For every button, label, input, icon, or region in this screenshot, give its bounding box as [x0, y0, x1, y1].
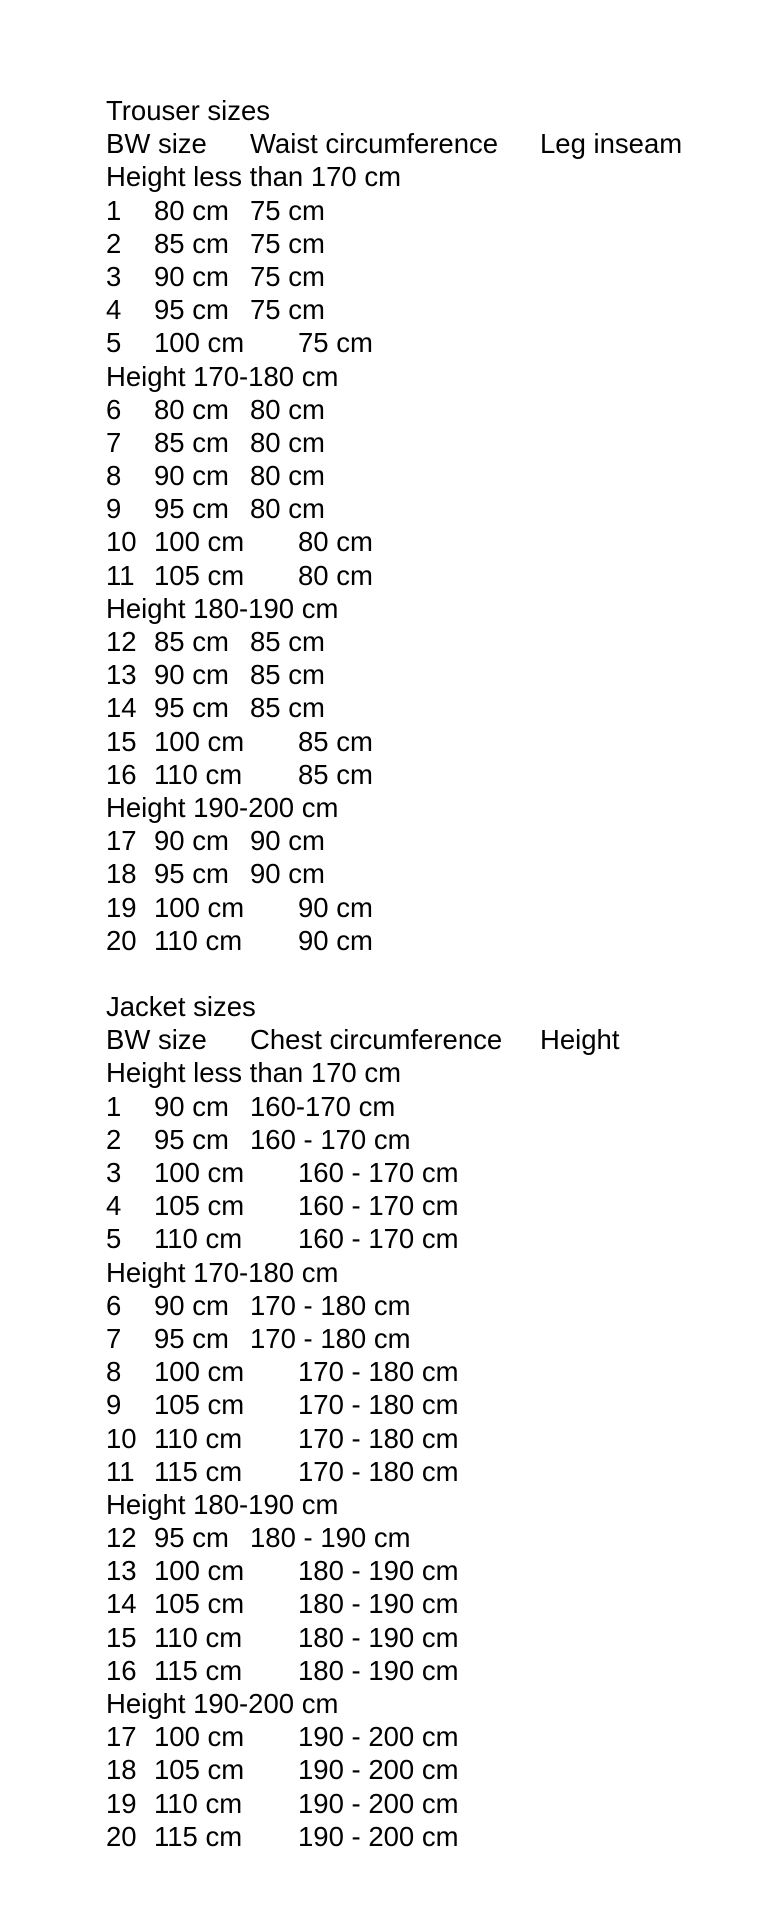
bw-size-cell: 2 [106, 1123, 122, 1155]
bw-size-cell: 19 [106, 891, 137, 923]
height-cell: 180 - 190 cm [250, 1522, 411, 1554]
bw-size-cell: 5 [106, 327, 122, 359]
circumference-cell: 80 cm [154, 194, 229, 226]
height-group-label: Height 170-180 cm [106, 360, 339, 392]
height-cell: 170 - 180 cm [298, 1356, 459, 1388]
height-group-label: Height 190-200 cm [106, 1688, 339, 1719]
height-group-label: Height less than 170 cm [106, 161, 402, 193]
bw-size-cell: 8 [106, 1356, 122, 1388]
circumference-cell: 110 cm [154, 758, 243, 790]
size-row [106, 1123, 766, 1156]
size-row [106, 1753, 766, 1786]
circumference-cell: 85 cm [154, 227, 229, 259]
height-cell: 180 - 190 cm [298, 1555, 459, 1587]
height-cell: 170 - 180 cm [250, 1289, 411, 1321]
circumference-cell: 80 cm [154, 393, 229, 425]
size-row [106, 691, 766, 724]
circumference-cell: 110 cm [154, 924, 243, 956]
bw-size-cell: 12 [106, 626, 137, 657]
leg-inseam-cell: 75 cm [250, 294, 325, 326]
bw-size-cell: 15 [106, 725, 137, 757]
bw-size-cell: 7 [106, 426, 122, 458]
circumference-cell: 95 cm [154, 692, 229, 724]
bw-size-cell: 13 [106, 1555, 137, 1587]
size-row [106, 194, 766, 227]
size-row [106, 459, 766, 492]
height-cell: 190 - 200 cm [298, 1787, 459, 1819]
size-row [106, 1090, 766, 1123]
leg-inseam-cell: 90 cm [298, 924, 373, 956]
size-row [106, 393, 766, 426]
circumference-cell: 100 cm [154, 891, 245, 923]
circumference-cell: 95 cm [154, 858, 229, 890]
size-row [106, 293, 766, 326]
size-row [106, 1455, 766, 1488]
height-cell: 170 - 180 cm [250, 1322, 411, 1354]
leg-inseam-cell: 85 cm [250, 626, 325, 657]
bw-size-cell: 7 [106, 1322, 122, 1354]
column-header: BW size [106, 1024, 207, 1056]
column-header: BW size [106, 128, 207, 160]
circumference-cell: 100 cm [154, 526, 245, 558]
size-row [106, 1654, 766, 1687]
bw-size-cell: 3 [106, 260, 122, 292]
bw-size-cell: 9 [106, 493, 122, 525]
height-cell: 180 - 190 cm [298, 1621, 459, 1653]
circumference-cell: 105 cm [154, 1190, 245, 1222]
bw-size-cell: 10 [106, 526, 137, 558]
circumference-cell: 105 cm [154, 559, 245, 591]
bw-size-cell: 1 [106, 194, 122, 226]
circumference-cell: 95 cm [154, 1123, 229, 1155]
bw-size-cell: 11 [106, 1455, 135, 1487]
circumference-cell: 95 cm [154, 294, 229, 326]
column-header: Leg inseam [540, 128, 683, 160]
height-cell: 160 - 170 cm [298, 1157, 459, 1188]
bw-size-cell: 14 [106, 1588, 137, 1620]
height-group-label: Height 180-190 cm [106, 592, 339, 624]
height-group-label: Height 180-190 cm [106, 1488, 339, 1520]
height-cell: 160 - 170 cm [298, 1223, 459, 1255]
circumference-cell: 100 cm [154, 327, 245, 359]
size-chart-document [106, 94, 766, 1853]
bw-size-cell: 13 [106, 659, 137, 691]
circumference-cell: 90 cm [154, 659, 229, 691]
bw-size-cell: 15 [106, 1621, 137, 1653]
circumference-cell: 110 cm [154, 1787, 243, 1819]
height-cell: 160 - 170 cm [250, 1123, 411, 1155]
leg-inseam-cell: 80 cm [250, 493, 325, 525]
size-row [106, 326, 766, 359]
size-row [106, 891, 766, 924]
circumference-cell: 95 cm [154, 1522, 229, 1554]
height-cell: 170 - 180 cm [298, 1422, 459, 1454]
height-cell: 180 - 190 cm [298, 1588, 459, 1620]
height-cell: 170 - 180 cm [298, 1455, 459, 1487]
bw-size-cell: 16 [106, 1654, 137, 1686]
size-row [106, 525, 766, 558]
section-title: Trouser sizes [106, 95, 271, 126]
height-cell: 190 - 200 cm [298, 1820, 459, 1852]
size-row [106, 1222, 766, 1255]
leg-inseam-cell: 75 cm [250, 260, 325, 292]
bw-size-cell: 16 [106, 758, 137, 790]
circumference-cell: 95 cm [154, 1322, 229, 1354]
bw-size-cell: 17 [106, 1721, 137, 1753]
leg-inseam-cell: 80 cm [298, 559, 373, 591]
leg-inseam-cell: 85 cm [298, 725, 373, 757]
size-row [106, 1621, 766, 1654]
circumference-cell: 100 cm [154, 1157, 245, 1188]
size-row [106, 1355, 766, 1388]
circumference-cell: 90 cm [154, 460, 229, 492]
circumference-cell: 115 cm [154, 1455, 243, 1487]
height-cell: 160-170 cm [250, 1090, 396, 1122]
circumference-cell: 100 cm [154, 1555, 245, 1587]
leg-inseam-cell: 80 cm [298, 526, 373, 558]
circumference-cell: 90 cm [154, 1090, 229, 1122]
bw-size-cell: 6 [106, 393, 122, 425]
size-row [106, 1189, 766, 1222]
size-row [106, 658, 766, 691]
circumference-cell: 105 cm [154, 1389, 245, 1421]
leg-inseam-cell: 85 cm [250, 659, 325, 691]
bw-size-cell: 4 [106, 294, 122, 326]
leg-inseam-cell: 90 cm [298, 891, 373, 923]
circumference-cell: 90 cm [154, 1289, 229, 1321]
size-row [106, 1787, 766, 1820]
size-row [106, 924, 766, 957]
circumference-cell: 110 cm [154, 1422, 243, 1454]
size-row [106, 1820, 766, 1853]
size-row [106, 492, 766, 525]
height-group-label: Height 190-200 cm [106, 791, 339, 823]
bw-size-cell: 8 [106, 460, 122, 492]
circumference-cell: 85 cm [154, 626, 229, 657]
size-row [106, 1554, 766, 1587]
leg-inseam-cell: 90 cm [250, 858, 325, 890]
bw-size-cell: 3 [106, 1157, 122, 1188]
circumference-cell: 110 cm [154, 1223, 243, 1255]
size-row [106, 1289, 766, 1322]
leg-inseam-cell: 90 cm [250, 825, 325, 857]
size-row [106, 857, 766, 890]
height-cell: 160 - 170 cm [298, 1190, 459, 1222]
bw-size-cell: 9 [106, 1389, 122, 1421]
circumference-cell: 100 cm [154, 1356, 245, 1388]
leg-inseam-cell: 80 cm [250, 393, 325, 425]
bw-size-cell: 1 [106, 1090, 122, 1122]
size-row [106, 1587, 766, 1620]
height-cell: 190 - 200 cm [298, 1721, 459, 1753]
leg-inseam-cell: 85 cm [250, 692, 325, 724]
bw-size-cell: 19 [106, 1787, 137, 1819]
size-row [106, 1322, 766, 1355]
circumference-cell: 110 cm [154, 1621, 243, 1653]
circumference-cell: 85 cm [154, 426, 229, 458]
bw-size-cell: 6 [106, 1289, 122, 1321]
leg-inseam-cell: 80 cm [250, 460, 325, 492]
circumference-cell: 115 cm [154, 1654, 243, 1686]
bw-size-cell: 18 [106, 1754, 137, 1786]
leg-inseam-cell: 75 cm [298, 327, 373, 359]
height-group-label: Height 170-180 cm [106, 1256, 339, 1288]
circumference-cell: 100 cm [154, 1721, 245, 1753]
bw-size-cell: 12 [106, 1522, 137, 1554]
bw-size-cell: 20 [106, 1820, 137, 1852]
height-cell: 170 - 180 cm [298, 1389, 459, 1421]
section-spacer [106, 957, 766, 990]
size-row [106, 227, 766, 260]
height-cell: 180 - 190 cm [298, 1654, 459, 1686]
leg-inseam-cell: 75 cm [250, 227, 325, 259]
bw-size-cell: 4 [106, 1190, 122, 1222]
trousers-section [106, 94, 766, 957]
circumference-cell: 90 cm [154, 260, 229, 292]
size-row [106, 1521, 766, 1554]
column-header-row: BW size Waist circumference Leg inseam [106, 128, 683, 160]
leg-inseam-cell: 85 cm [298, 758, 373, 790]
size-row [106, 1422, 766, 1455]
circumference-cell: 115 cm [154, 1820, 243, 1852]
size-row [106, 725, 766, 758]
bw-size-cell: 5 [106, 1223, 122, 1255]
circumference-cell: 90 cm [154, 825, 229, 857]
leg-inseam-cell: 75 cm [250, 194, 325, 226]
size-row [106, 824, 766, 857]
circumference-cell: 100 cm [154, 725, 245, 757]
jackets-section [106, 990, 766, 1853]
size-row [106, 426, 766, 459]
circumference-cell: 95 cm [154, 493, 229, 525]
bw-size-cell: 14 [106, 692, 137, 724]
height-cell: 190 - 200 cm [298, 1754, 459, 1786]
size-row [106, 1156, 766, 1189]
size-row [106, 559, 766, 592]
bw-size-cell: 18 [106, 858, 137, 890]
column-header: Height [540, 1024, 620, 1056]
bw-size-cell: 17 [106, 825, 137, 857]
size-row [106, 1388, 766, 1421]
leg-inseam-cell: 80 cm [250, 426, 325, 458]
size-row [106, 625, 766, 658]
size-row [106, 758, 766, 791]
circumference-cell: 105 cm [154, 1754, 245, 1786]
section-title: Jacket sizes [106, 991, 256, 1023]
height-group-label: Height less than 170 cm [106, 1057, 402, 1089]
size-row [106, 1720, 766, 1753]
bw-size-cell: 20 [106, 924, 137, 956]
size-row [106, 260, 766, 293]
column-header-row: BW size Chest circumference Height [106, 1024, 620, 1056]
bw-size-cell: 10 [106, 1422, 137, 1454]
bw-size-cell: 11 [106, 559, 135, 591]
bw-size-cell: 2 [106, 227, 122, 259]
circumference-cell: 105 cm [154, 1588, 245, 1620]
